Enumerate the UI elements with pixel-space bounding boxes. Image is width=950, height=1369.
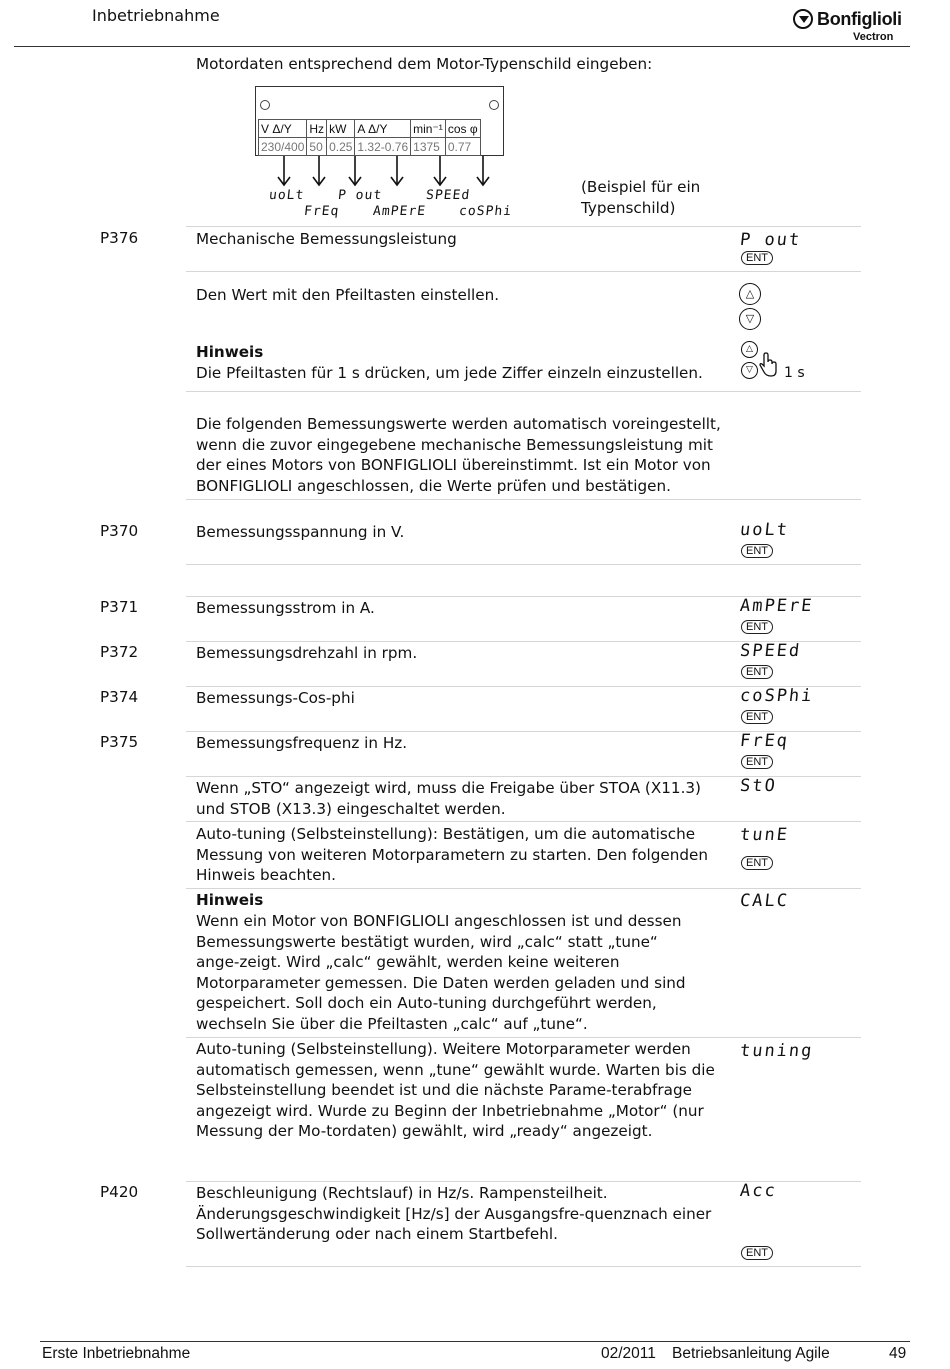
p372-text: Bemessungsdrehzahl in rpm.: [196, 644, 418, 662]
row-separator: [186, 564, 861, 565]
ent-key-icon: ENT: [741, 755, 773, 769]
plate-label-volt: uoLt: [268, 188, 306, 203]
row-separator: [186, 391, 861, 392]
lcd-sto: StO: [738, 776, 778, 796]
plate-header: kW: [327, 120, 355, 138]
p420-text: Beschleunigung (Rechtslauf) in Hz/s. Rampensteilheit. Änderungsgeschwindigkeit [Hz/s] der Ausgangsfre-quenznach einer Sollwertänderung oder nach einem Startbefehl.: [196, 1184, 712, 1244]
plate-label-cosphi: coSPhi: [458, 204, 513, 219]
plate-value: 0.25: [327, 138, 355, 156]
plate-label-ampere: AmPErE: [372, 204, 427, 219]
arrow-down-small-icon: ▽: [741, 362, 758, 379]
ent-key-icon: ENT: [741, 620, 773, 634]
p370-text: Bemessungsspannung in V.: [196, 523, 405, 541]
footer-date: 02/2011: [601, 1345, 656, 1362]
nameplate: [255, 86, 504, 156]
nameplate-table: [258, 119, 481, 156]
footer-section: Erste Inbetriebnahme: [42, 1345, 191, 1362]
ent-key-icon: ENT: [741, 1246, 773, 1260]
param-p370: P370: [100, 522, 139, 540]
row-separator: [186, 1037, 861, 1038]
hint1-title: Hinweis: [196, 343, 264, 361]
arrows-text: Den Wert mit den Pfeiltasten einstellen.: [196, 286, 500, 304]
arrow-up-icon: △: [739, 283, 761, 305]
intro-text: Motordaten entsprechend dem Motor-Typenschild eingeben:: [196, 55, 653, 73]
plate-header: Hz: [307, 120, 327, 138]
plate-header: V Δ/Y: [259, 120, 307, 138]
tuning-text: Auto-tuning (Selbsteinstellung). Weitere Motorparameter werden automatisch gemessen, wenn „tune“ gewählt wurde. Warten bis die Selbsteinstellung beendet ist und die nächste Parame-terabfrage angezeigt wird. Wurde zu Beginn der Inbetriebnahme „Motor“ (nur Messung der Mo-tordaten) gewählt, wird „ready“ angezeigt.: [196, 1040, 715, 1141]
arrow-down-icon: ▽: [739, 308, 761, 330]
logo-brand: Bonfiglioli: [817, 9, 902, 29]
lcd-p420: Acc: [738, 1181, 778, 1201]
footer-document: Betriebsanleitung Agile: [672, 1345, 830, 1362]
tune-text: Auto-tuning (Selbsteinstellung): Bestätigen, um die automatische Messung von weiteren Motorparametern zu starten. Den folgenden Hinweis beachten.: [196, 825, 708, 885]
hand-press-icon: [757, 352, 779, 378]
row-separator: [186, 226, 861, 227]
plate-value: 230/400: [259, 138, 307, 156]
param-p374: P374: [100, 688, 139, 706]
p376-text: Mechanische Bemessungsleistung: [196, 230, 457, 248]
plate-header: min⁻¹: [411, 120, 446, 138]
plate-label-freq: FrEq: [303, 204, 341, 219]
row-separator: [186, 499, 861, 500]
header-divider: [14, 46, 910, 47]
logo-sub: Vectron: [853, 31, 894, 43]
lcd-tuning: tuning: [738, 1041, 815, 1061]
hint1-text: Die Pfeiltasten für 1 s drücken, um jede Ziffer einzeln einzustellen.: [196, 364, 703, 382]
param-p371: P371: [100, 598, 139, 616]
lcd-p375: FrEq: [738, 731, 791, 751]
row-separator: [186, 821, 861, 822]
row-separator: [186, 271, 861, 272]
ent-key-icon: ENT: [741, 856, 773, 870]
param-p375: P375: [100, 733, 139, 751]
param-p420: P420: [100, 1183, 139, 1201]
logo-icon: [793, 9, 813, 29]
plate-value: 0.77: [445, 138, 480, 156]
plate-value: 1.32-0.76: [355, 138, 411, 156]
plate-label-speed: SPEEd: [425, 188, 471, 203]
hint2-text: Wenn ein Motor von BONFIGLIOLI angeschlossen ist und dessen Bemessungswerte bestätigt wurden, wird „calc“ statt „tune“ ange-zeigt. Wird „calc“ gewählt, werden keine weiteren Motorparameter gemessen. Die Daten werden geladen und sind gespeichert. Soll doch ein Auto-tuning durchgeführt werden, wechseln Sie über die Pfeiltasten „calc“ auf „tune“.: [196, 912, 686, 1033]
plate-header: A Δ/Y: [355, 120, 411, 138]
footer-divider: [40, 1341, 910, 1342]
arrow-up-small-icon: △: [741, 341, 758, 358]
hint1-time: 1 s: [784, 365, 805, 381]
auto-values-text: Die folgenden Bemessungswerte werden automatisch voreingestellt, wenn die zuvor eingegebene mechanische Bemessungsleistung mit der eines Motors von BONFIGLIOLI übereinstimmt. Ist ein Motor von BONFIGLIOLI angeschlossen, die Werte prüfen und bestätigen.: [196, 415, 721, 495]
param-p376: P376: [100, 229, 139, 247]
brand-logo: [793, 9, 911, 45]
p375-text: Bemessungsfrequenz in Hz.: [196, 734, 408, 752]
lcd-p371: AmPErE: [738, 596, 815, 616]
lcd-tune: tunE: [738, 825, 791, 845]
lcd-p370: uoLt: [738, 520, 791, 540]
param-p372: P372: [100, 643, 139, 661]
ent-key-icon: ENT: [741, 710, 773, 724]
hint2-title: Hinweis: [196, 891, 264, 909]
ent-key-icon: ENT: [741, 665, 773, 679]
p374-text: Bemessungs-Cos-phi: [196, 689, 355, 707]
nameplate-caption: (Beispiel für ein Typenschild): [581, 178, 701, 217]
lcd-p376: P out: [738, 230, 803, 250]
page-number: 49: [889, 1345, 907, 1362]
row-separator: [186, 1266, 861, 1267]
ent-key-icon: ENT: [741, 544, 773, 558]
row-separator: [186, 888, 861, 889]
lcd-p372: SPEEd: [738, 641, 803, 661]
plate-hole-right: [489, 100, 499, 110]
plate-value: 1375: [411, 138, 446, 156]
header-title: Inbetriebnahme: [92, 6, 220, 25]
plate-label-pout: P out: [337, 188, 383, 203]
sto-text: Wenn „STO“ angezeigt wird, muss die Freigabe über STOA (X11.3) und STOB (X13.3) eingeschaltet werden.: [196, 779, 701, 818]
plate-header: cos φ: [445, 120, 480, 138]
plate-value: 50: [307, 138, 327, 156]
p371-text: Bemessungsstrom in A.: [196, 599, 375, 617]
lcd-p374: coSPhi: [738, 686, 815, 706]
plate-hole-left: [260, 100, 270, 110]
lcd-calc: CALC: [738, 891, 791, 911]
ent-key-icon: ENT: [741, 251, 773, 265]
